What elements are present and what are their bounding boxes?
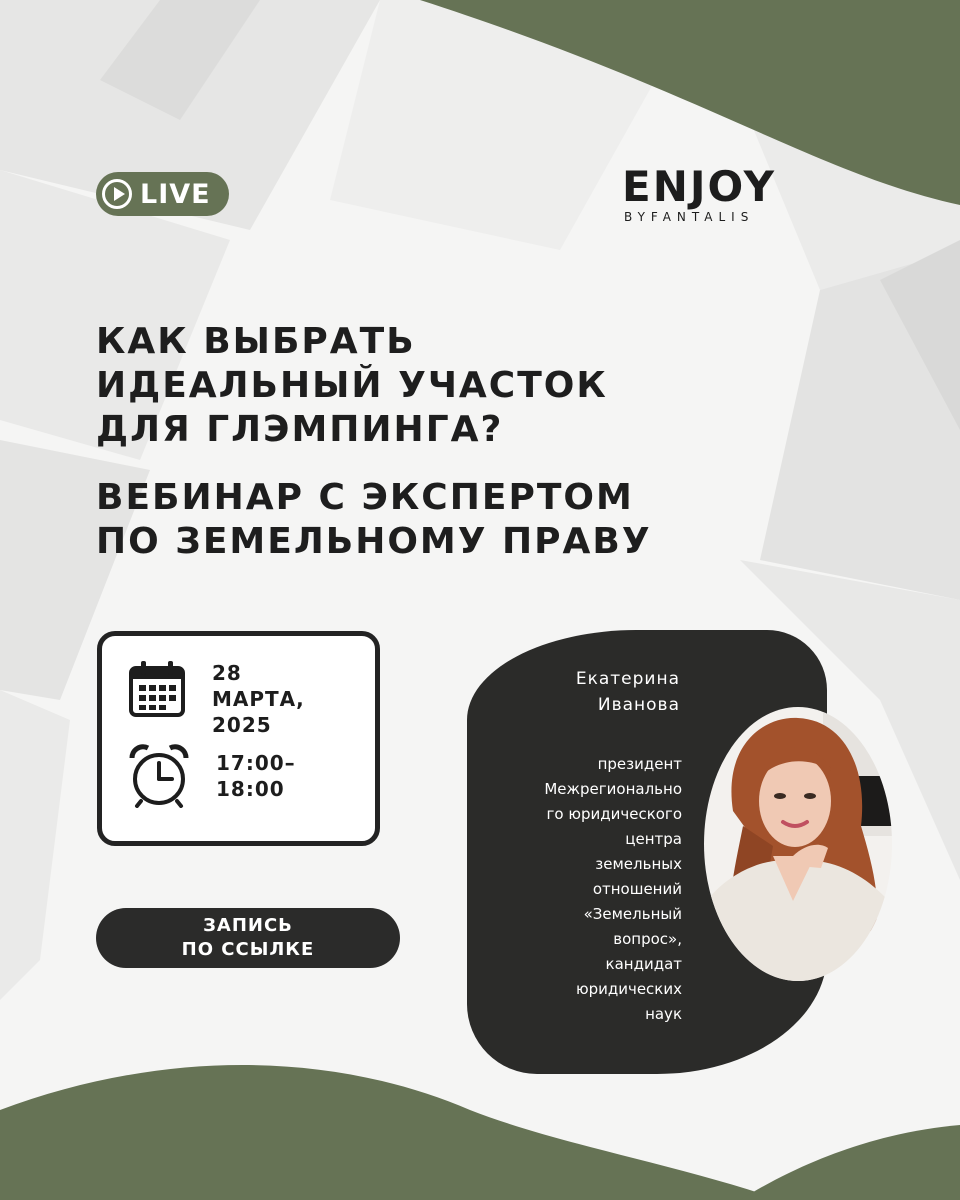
register-label-line: ЗАПИСЬ [203, 915, 293, 936]
alarm-clock-icon [128, 744, 190, 808]
speaker-role-line: земельных [595, 855, 682, 873]
play-circle-icon [102, 179, 132, 209]
live-label: LIVE [140, 178, 211, 210]
logo-sub: BYFANTALIS [624, 210, 755, 224]
speaker-role-line: «Земельный [583, 905, 682, 923]
register-button[interactable] [96, 908, 400, 968]
speaker-role-line: вопрос», [613, 930, 682, 948]
date-line: 28 [212, 661, 242, 685]
date-line: 2025 [212, 713, 272, 737]
title-line: ИДЕАЛЬНЫЙ УЧАСТОК [96, 365, 608, 406]
speaker-name [520, 666, 680, 718]
speaker-role [470, 752, 682, 1027]
event-datetime-card [97, 631, 380, 846]
event-date [212, 660, 305, 738]
logo-main: ENJOY [622, 162, 777, 211]
page-subtitle [96, 476, 816, 564]
speaker-role-line: центра [625, 830, 682, 848]
speaker-role-line: юридических [575, 980, 682, 998]
speaker-role-line: наук [645, 1005, 682, 1023]
subtitle-line: ВЕБИНАР С ЭКСПЕРТОМ [96, 477, 634, 518]
live-badge [96, 172, 229, 216]
speaker-name-line: Иванова [597, 695, 680, 715]
time-line: 17:00– [216, 751, 296, 775]
speaker-name-line: Екатерина [575, 669, 680, 689]
speaker-role-line: кандидат [605, 955, 682, 973]
date-line: МАРТА, [212, 687, 305, 711]
title-line: КАК ВЫБРАТЬ [96, 321, 416, 362]
register-label-line: ПО ССЫЛКЕ [181, 939, 315, 960]
speaker-role-line: отношений [592, 880, 682, 898]
speaker-role-line: президент [597, 755, 682, 773]
speaker-photo [703, 706, 893, 982]
calendar-icon [128, 660, 186, 718]
page-title [96, 320, 816, 452]
subtitle-line: ПО ЗЕМЕЛЬНОМУ ПРАВУ [96, 521, 652, 562]
time-line: 18:00 [216, 777, 285, 801]
event-time [216, 750, 296, 808]
brand-logo [622, 162, 806, 224]
speaker-role-line: го юридического [546, 805, 682, 823]
speaker-role-line: Межрегиональнo [544, 780, 682, 798]
title-line: ДЛЯ ГЛЭМПИНГА? [96, 409, 504, 450]
